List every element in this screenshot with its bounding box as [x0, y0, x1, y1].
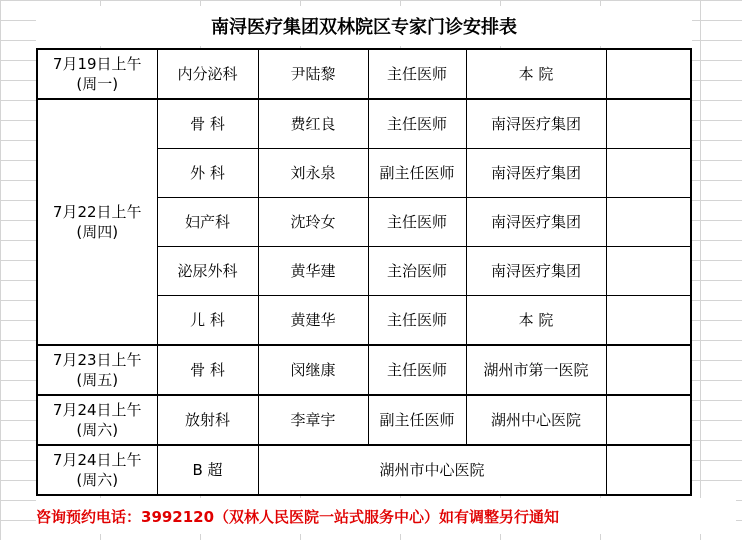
hospital-cell: 南浔医疗集团	[466, 99, 606, 149]
doctor-cell: 刘永泉	[258, 149, 368, 198]
title-cell: 主任医师	[368, 99, 466, 149]
doctor-cell: 尹陆黎	[258, 49, 368, 99]
title-cell: 主任医师	[368, 345, 466, 395]
table-row	[37, 395, 691, 445]
doctor-cell: 沈玲女	[258, 198, 368, 247]
weekday-label: (周六)	[76, 471, 119, 489]
note-cell	[606, 49, 691, 99]
note-cell	[606, 445, 691, 495]
weekday-label: (周一)	[76, 75, 119, 93]
title-cell: 主任医师	[368, 198, 466, 247]
doctor-cell: 闵继康	[258, 345, 368, 395]
table-row	[37, 49, 691, 99]
page-title: 南浔医疗集团双林院区专家门诊安排表	[36, 6, 692, 46]
contact-footer: 咨询预约电话：3992120（双林人民医院一站式服务中心）如有调整另行通知	[36, 498, 736, 534]
note-cell	[606, 198, 691, 247]
title-cell: 副主任医师	[368, 395, 466, 445]
note-cell	[606, 149, 691, 198]
dept-cell: 骨 科	[157, 99, 258, 149]
note-cell	[606, 395, 691, 445]
weekday-label: (周四)	[76, 223, 119, 241]
table-row	[37, 345, 691, 395]
date-label: 7月24日上午	[52, 401, 142, 419]
table-row	[37, 445, 691, 495]
date-cell	[37, 445, 157, 495]
dept-cell: 放射科	[157, 395, 258, 445]
hospital-cell: 本 院	[466, 49, 606, 99]
table-row	[37, 99, 691, 149]
dept-cell: 泌尿外科	[157, 247, 258, 296]
date-cell	[37, 395, 157, 445]
dept-cell: 儿 科	[157, 296, 258, 346]
weekday-label: (周五)	[76, 371, 119, 389]
hospital-cell: 南浔医疗集团	[466, 247, 606, 296]
hospital-cell: 南浔医疗集团	[466, 198, 606, 247]
doctor-cell: 黄华建	[258, 247, 368, 296]
schedule-table	[36, 48, 692, 496]
date-cell	[37, 49, 157, 99]
date-cell	[37, 99, 157, 345]
title-cell: 副主任医师	[368, 149, 466, 198]
dept-cell: 内分泌科	[157, 49, 258, 99]
date-label: 7月19日上午	[52, 55, 142, 73]
doctor-cell: 李章宇	[258, 395, 368, 445]
date-label: 7月22日上午	[52, 203, 142, 221]
dept-cell: 骨 科	[157, 345, 258, 395]
weekday-label: (周六)	[76, 421, 119, 439]
doctor-cell: 黄建华	[258, 296, 368, 346]
doctor-cell: 费红良	[258, 99, 368, 149]
note-cell	[606, 247, 691, 296]
date-label: 7月23日上午	[52, 351, 142, 369]
date-label: 7月24日上午	[52, 451, 142, 469]
title-cell: 主任医师	[368, 296, 466, 346]
dept-cell: 外 科	[157, 149, 258, 198]
hospital-cell: 湖州中心医院	[466, 395, 606, 445]
hospital-cell: 湖州市第一医院	[466, 345, 606, 395]
merged-hospital-cell: 湖州市中心医院	[258, 445, 606, 495]
dept-cell: B 超	[157, 445, 258, 495]
date-cell	[37, 345, 157, 395]
note-cell	[606, 345, 691, 395]
dept-cell: 妇产科	[157, 198, 258, 247]
title-cell: 主治医师	[368, 247, 466, 296]
note-cell	[606, 296, 691, 346]
title-cell: 主任医师	[368, 49, 466, 99]
hospital-cell: 南浔医疗集团	[466, 149, 606, 198]
hospital-cell: 本 院	[466, 296, 606, 346]
note-cell	[606, 99, 691, 149]
